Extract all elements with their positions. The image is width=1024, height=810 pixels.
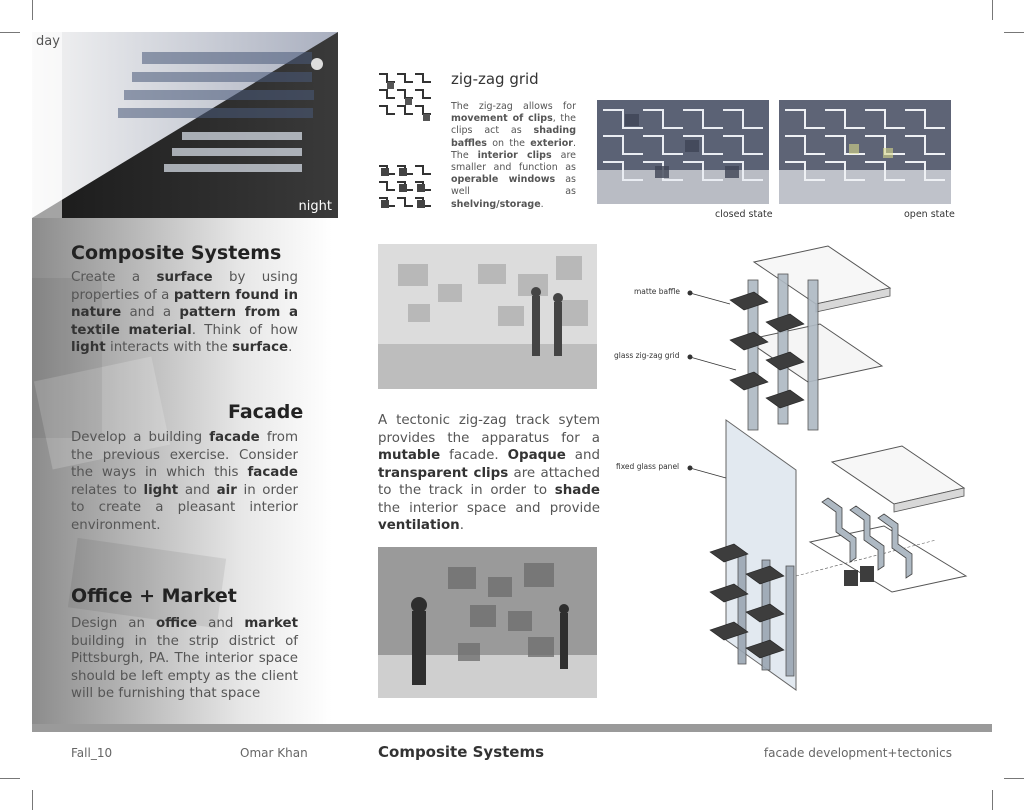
- crop-mark: [992, 0, 993, 20]
- night-label: night: [298, 199, 332, 214]
- crop-mark: [992, 790, 993, 810]
- day-night-render: [32, 32, 338, 218]
- crop-mark: [1004, 32, 1024, 33]
- open-state-image: [779, 100, 951, 204]
- footer-subtitle: facade development+tectonics: [763, 746, 952, 760]
- crop-mark: [1004, 778, 1024, 779]
- footer-bar: [32, 724, 992, 732]
- fixed-glass-panel-label: fixed glass panel: [616, 462, 680, 471]
- composite-text: Create a surface by using properties of a pattern found in nature and a pattern from a textile material. Think of how light interacts with the surface.: [71, 270, 298, 355]
- footer-term: Fall_10: [71, 746, 113, 760]
- interior-render-bottom: [378, 547, 597, 698]
- crop-mark: [0, 778, 20, 779]
- zigzag-clips-icon: [377, 160, 433, 216]
- footer-title: Composite Systems: [378, 743, 545, 761]
- tectonic-text: A tectonic zig-zag track sytem provides the apparatus for a mutable facade. Opaque and transparent clips are attached to the track in order to shade the interior space and provide ventilation.: [378, 413, 600, 533]
- day-label: day: [36, 34, 60, 49]
- matte-baffle-label: matte baffle: [634, 287, 681, 296]
- office-heading: Office + Market: [71, 585, 237, 607]
- zigzag-pattern-icon: [377, 68, 433, 124]
- footer-author: Omar Khan: [240, 746, 308, 760]
- interior-render-top: [378, 244, 597, 389]
- crop-mark: [0, 32, 20, 33]
- open-state-label: open state: [904, 209, 955, 220]
- office-text: Design an office and market building in the strip district of Pittsburgh, PA. The interior space should be left empty as the client will be furnishing that space: [71, 616, 298, 701]
- closed-state-label: closed state: [715, 209, 773, 220]
- crop-mark: [32, 790, 33, 810]
- facade-text: Develop a building facade from the previous exercise. Consider the ways in which this facade relates to light and air in order to create a pleasant interior environment.: [71, 430, 299, 533]
- crop-mark: [32, 0, 33, 20]
- glass-grid-label: glass zig-zag grid: [614, 351, 680, 360]
- composite-heading: Composite Systems: [71, 242, 282, 264]
- axonometric-diagram: [606, 240, 996, 700]
- closed-state-image: [597, 100, 769, 204]
- facade-heading: Facade: [228, 401, 304, 423]
- zigzag-title: zig-zag grid: [451, 70, 539, 88]
- zigzag-description: The zig-zag allows for movement of clips, the clips act as shading baffles on the exterior. The interior clips are smaller and function as operable windows as well as shelving/storage.: [451, 101, 576, 210]
